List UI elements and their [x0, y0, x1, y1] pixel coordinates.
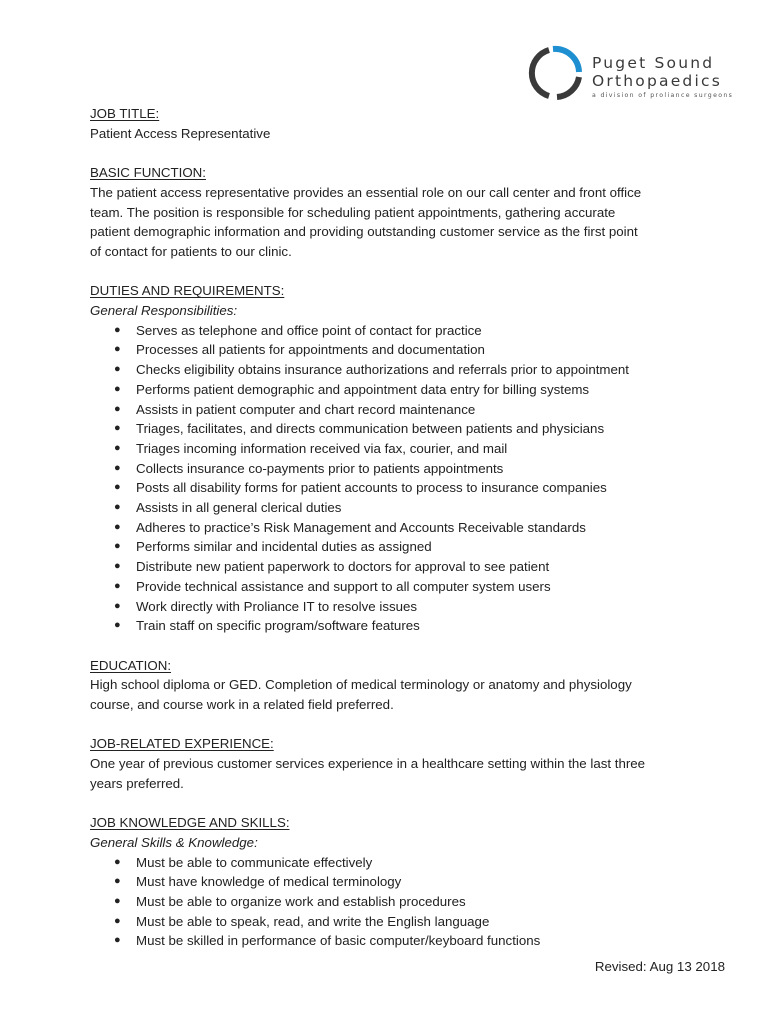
bullet-icon: ●: [114, 323, 121, 336]
list-item-text: Assists in all general clerical duties: [136, 500, 342, 516]
list-item: [90, 439, 690, 459]
bullet-icon: ●: [114, 540, 121, 553]
bullet-icon: ●: [114, 914, 121, 927]
list-item: [90, 360, 690, 380]
bullet-icon: ●: [114, 501, 121, 514]
list-item-text: Must have knowledge of medical terminology: [136, 874, 402, 890]
experience-heading: JOB-RELATED EXPERIENCE:: [90, 736, 274, 752]
list-item-text: Processes all patients for appointments and documentation: [136, 342, 485, 358]
education-heading: EDUCATION:: [90, 657, 172, 673]
revision-date: Revised: Aug 13 2018: [594, 959, 725, 974]
list-item: [90, 616, 690, 636]
duties-heading: DUTIES AND REQUIREMENTS:: [90, 283, 285, 299]
list-item-text: Checks eligibility obtains insurance authorizations and referrals prior to appointment: [136, 362, 629, 378]
logo-wordmark: [592, 54, 732, 99]
bullet-icon: ●: [114, 363, 121, 376]
list-item: [90, 557, 690, 577]
list-item-text: Must be able to organize work and establish procedures: [136, 894, 466, 910]
list-item: [90, 577, 690, 597]
list-item-text: Assists in patient computer and chart record maintenance: [136, 401, 476, 417]
logo-mark-icon: [527, 44, 585, 102]
basic-function-line: team. The position is responsible for scheduling patient appointments, gathering accurate: [90, 204, 616, 220]
list-item: [90, 537, 690, 557]
skills-section: [90, 813, 690, 951]
experience-line: One year of previous customer services experience in a healthcare setting within the last three: [90, 756, 646, 772]
list-item-text: Must be able to speak, read, and write the English language: [136, 913, 490, 929]
logo-line-1: Puget Sound: [592, 54, 715, 72]
list-item: [90, 853, 690, 873]
bullet-icon: ●: [114, 579, 121, 592]
skills-list: [90, 853, 690, 952]
basic-function-line: The patient access representative provides an essential role on our call center and front office: [90, 184, 642, 200]
company-logo: [527, 44, 732, 104]
basic-function-heading: BASIC FUNCTION:: [90, 165, 206, 181]
list-item-text: Distribute new patient paperwork to doctors for approval to see patient: [136, 559, 550, 575]
list-item-text: Adheres to practice’s Risk Management and Accounts Receivable standards: [136, 519, 586, 535]
job-title-value: Patient Access Representative: [90, 125, 271, 141]
document-body: [90, 104, 690, 971]
basic-function-line: of contact for patients to our clinic.: [90, 243, 292, 259]
list-item-text: Performs similar and incidental duties as assigned: [136, 539, 432, 555]
list-item-text: Serves as telephone and office point of contact for practice: [136, 322, 482, 338]
list-item-text: Triages incoming information received via fax, courier, and mail: [136, 440, 508, 456]
list-item: [90, 912, 690, 932]
list-item-text: Provide technical assistance and support to all computer system users: [136, 578, 551, 594]
logo-tagline: a division of proliance surgeons: [592, 92, 734, 99]
bullet-icon: ●: [114, 520, 121, 533]
education-line: course, and course work in a related field preferred.: [90, 697, 394, 713]
list-item-text: Work directly with Proliance IT to resolve issues: [136, 598, 418, 614]
duties-list: [90, 321, 690, 636]
list-item: [90, 478, 690, 498]
basic-function-section: [90, 163, 690, 262]
bullet-icon: ●: [114, 422, 121, 435]
list-item: [90, 419, 690, 439]
list-item: [90, 872, 690, 892]
bullet-icon: ●: [114, 619, 121, 632]
bullet-icon: ●: [114, 855, 121, 868]
bullet-icon: ●: [114, 875, 121, 888]
list-item-text: Posts all disability forms for patient accounts to process to insurance companies: [136, 480, 607, 496]
logo-line-2: Orthopaedics: [592, 72, 722, 90]
basic-function-line: patient demographic information and providing outstanding customer service as the first point: [90, 224, 638, 240]
bullet-icon: ●: [114, 343, 121, 356]
skills-subheading: General Skills & Knowledge:: [90, 834, 258, 850]
list-item: [90, 597, 690, 617]
job-title-section: [90, 104, 690, 143]
list-item-text: Must be able to communicate effectively: [136, 854, 373, 870]
bullet-icon: ●: [114, 441, 121, 454]
experience-section: [90, 734, 690, 793]
experience-line: years preferred.: [90, 775, 184, 791]
bullet-icon: ●: [114, 895, 121, 908]
list-item: [90, 380, 690, 400]
list-item: [90, 400, 690, 420]
list-item: [90, 459, 690, 479]
bullet-icon: ●: [114, 560, 121, 573]
list-item-text: Collects insurance co-payments prior to patients appointments: [136, 460, 504, 476]
skills-heading: JOB KNOWLEDGE AND SKILLS:: [90, 815, 290, 831]
duties-subheading: General Responsibilities:: [90, 303, 238, 318]
bullet-icon: ●: [114, 382, 121, 395]
list-item-text: Performs patient demographic and appointment data entry for billing systems: [136, 381, 590, 397]
list-item: [90, 321, 690, 341]
bullet-icon: ●: [114, 934, 121, 947]
list-item-text: Triages, facilitates, and directs communication between patients and physicians: [136, 421, 605, 437]
list-item: [90, 518, 690, 538]
bullet-icon: ●: [114, 481, 121, 494]
list-item: [90, 931, 690, 951]
bullet-icon: ●: [114, 402, 121, 415]
education-section: [90, 656, 690, 715]
duties-section: [90, 281, 690, 636]
list-item-text: Train staff on specific program/software features: [136, 618, 420, 634]
list-item: [90, 892, 690, 912]
education-line: High school diploma or GED. Completion of medical terminology or anatomy and physiology: [90, 677, 632, 693]
list-item: [90, 340, 690, 360]
bullet-icon: ●: [114, 461, 121, 474]
list-item-text: Must be skilled in performance of basic computer/keyboard functions: [136, 933, 541, 949]
bullet-icon: ●: [114, 599, 121, 612]
list-item: [90, 498, 690, 518]
job-title-heading: JOB TITLE:: [90, 106, 160, 121]
